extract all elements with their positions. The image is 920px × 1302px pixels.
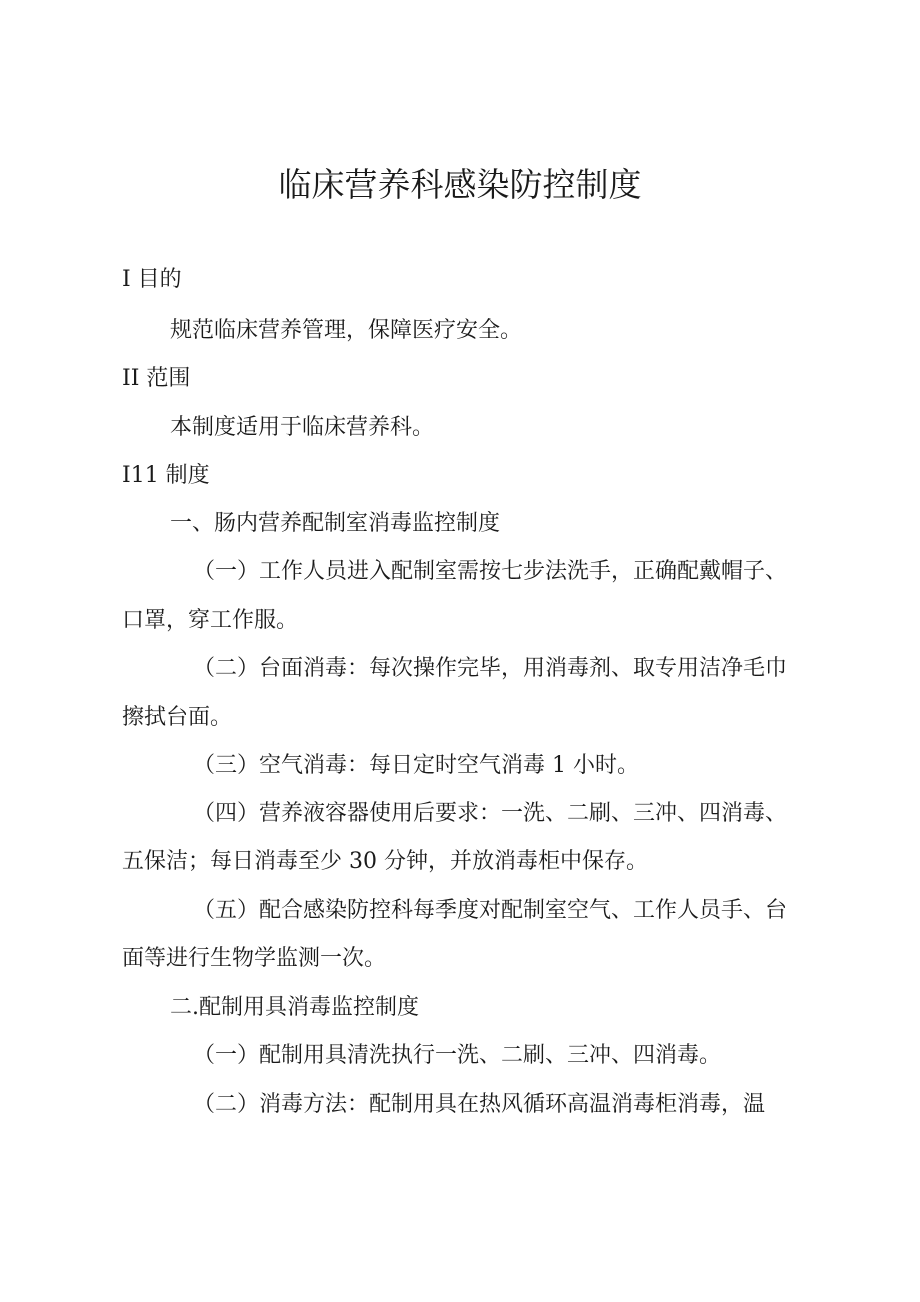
clause-2-2: （二）消毒方法：配制用具在热风循环高温消毒柜消毒，温 xyxy=(193,1092,766,1117)
section-heading-purpose: I 目的 xyxy=(122,267,182,292)
subsection-heading-1: 一、肠内营养配制室消毒监控制度 xyxy=(170,511,501,536)
clause-1-2-continued: 擦拭台面。 xyxy=(122,705,233,730)
section-heading-system: I11 制度 xyxy=(122,463,210,488)
clause-1-5-continued: 面等进行生物学监测一次。 xyxy=(122,946,387,971)
clause-1-5: （五）配合感染防控科每季度对配制室空气、工作人员手、台 xyxy=(193,898,788,923)
clause-1-1: （一）工作人员进入配制室需按七步法洗手，正确配戴帽子、 xyxy=(193,559,788,584)
clause-1-4: （四）营养液容器使用后要求：一洗、二刷、三冲、四消毒、 xyxy=(193,801,788,826)
clause-2-1: （一）配制用具清洗执行一洗、二刷、三冲、四消毒。 xyxy=(193,1043,722,1068)
section-heading-scope: II 范围 xyxy=(122,366,191,391)
paragraph-purpose: 规范临床营养管理，保障医疗安全。 xyxy=(170,318,523,343)
paragraph-scope: 本制度适用于临床营养科。 xyxy=(170,415,435,440)
clause-1-2: （二）台面消毒：每次操作完毕，用消毒剂、取专用洁净毛巾 xyxy=(193,656,788,681)
clause-1-3: （三）空气消毒：每日定时空气消毒 1 小时。 xyxy=(193,753,639,778)
subsection-heading-2: 二.配制用具消毒监控制度 xyxy=(170,995,419,1020)
clause-1-1-continued: 口罩，穿工作服。 xyxy=(122,608,299,633)
clause-1-4-continued: 五保洁；每日消毒至少 30 分钟，并放消毒柜中保存。 xyxy=(122,849,648,874)
document-title: 临床营养科感染防控制度 xyxy=(278,165,642,204)
